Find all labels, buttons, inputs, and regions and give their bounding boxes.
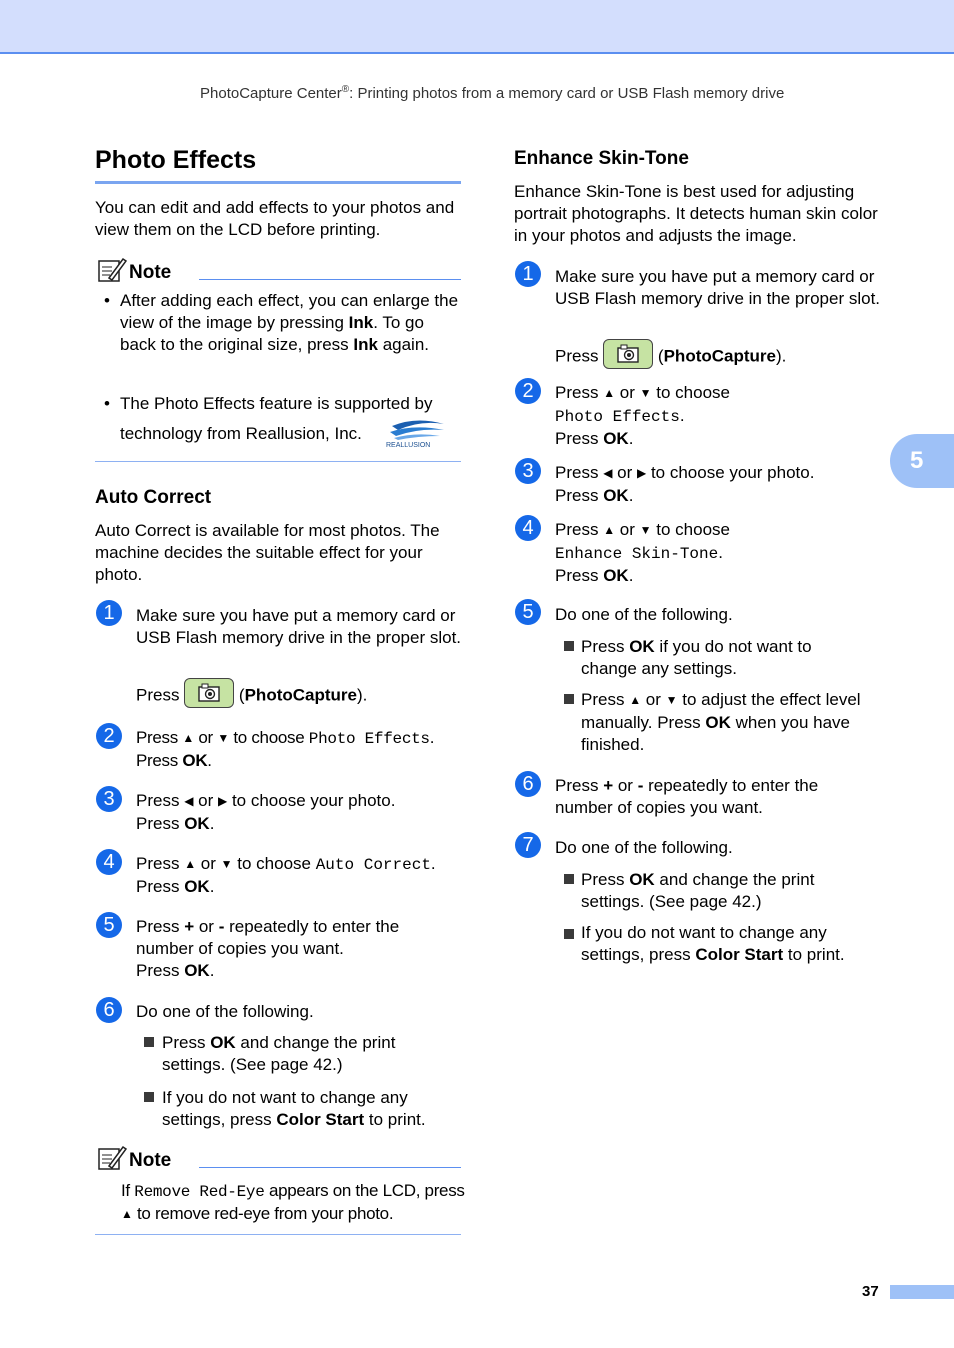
right-arrow-icon: ▶ (217, 794, 228, 808)
step-number: 1 (96, 600, 122, 626)
page-number: 37 (862, 1283, 879, 1300)
option-text: Press ▲ or ▼ to adjust the effect level manually. Press OK when you have finished. (581, 690, 861, 754)
step-number: 5 (515, 599, 541, 625)
step-number: 6 (515, 771, 541, 797)
running-header: PhotoCapture Center®: Printing photos from a memory card or USB Flash memory drive (200, 84, 785, 102)
note-label: Note (129, 262, 172, 283)
note-bullet: • After adding each effect, you can enlarge the view of the image by pressing Ink. To go back to the original size, press Ink again. (104, 291, 459, 354)
step-text: Do one of the following. (555, 838, 733, 857)
step-text: Do one of the following. (136, 1002, 314, 1021)
bullet-square-icon (144, 1037, 154, 1047)
step-number: 6 (96, 997, 122, 1023)
page-number-bar (890, 1285, 954, 1299)
step-number: 2 (515, 378, 541, 404)
step-number: 7 (515, 832, 541, 858)
up-arrow-icon: ▲ (603, 386, 616, 400)
step-text: Press ◀ or ▶ to choose your photo. Press OK. (555, 463, 815, 505)
intro-text: You can edit and add effects to your photos and view them on the LCD before printing. (95, 198, 455, 239)
svg-text:REALLUSION: REALLUSION (386, 442, 431, 448)
note-pencil-icon (97, 1144, 127, 1172)
note-header (97, 1144, 171, 1172)
option-text: If you do not want to change any settings, press Color Start to print. (581, 923, 845, 964)
step-number: 5 (96, 912, 122, 938)
step-text: Press ▲ or ▼ to choose Auto Correct. Press OK. (136, 854, 436, 896)
up-arrow-icon: ▲ (121, 1207, 133, 1221)
reallusion-logo (386, 418, 450, 454)
skin-intro: Enhance Skin-Tone is best used for adjusting portrait photographs. It detects human skin color in your photos and adjusts the image. (514, 182, 878, 245)
option-text: Press OK and change the print settings. (See page 42.) (162, 1033, 396, 1074)
step-text: Press ▲ or ▼ to choose Photo Effects. Press OK. (136, 728, 435, 770)
chapter-tab: 5 (890, 434, 954, 488)
step-text: Press ▲ or ▼ to choose Photo Effects. Press OK. (555, 383, 730, 448)
photocapture-button[interactable] (184, 678, 234, 708)
step-press-line: Press (PhotoCapture). (136, 681, 466, 711)
option-text: Press OK if you do not want to change any settings. (581, 637, 812, 678)
note-label: Note (129, 1150, 172, 1171)
title-rule (95, 181, 461, 184)
note-end-rule (95, 1234, 461, 1235)
up-arrow-icon: ▲ (184, 857, 197, 871)
down-arrow-icon: ▼ (639, 386, 652, 400)
down-arrow-icon: ▼ (639, 523, 652, 537)
note-rule (199, 1167, 461, 1168)
bullet-square-icon (564, 694, 574, 704)
step-text: Press ◀ or ▶ to choose your photo. Press OK. (136, 791, 396, 833)
subsection-title: Auto Correct (95, 487, 212, 508)
down-arrow-icon: ▼ (220, 857, 233, 871)
step-text: Press + or - repeatedly to enter the number of copies you want. (555, 776, 819, 817)
auto-intro: Auto Correct is available for most photos. The machine decides the suitable effect for your photo. (95, 521, 440, 584)
note-rule (199, 279, 461, 280)
camera-icon (198, 682, 220, 702)
top-banner (0, 0, 954, 54)
option-text: If you do not want to change any settings, press Color Start to print. (162, 1088, 426, 1129)
note-header (97, 256, 171, 284)
step-number: 1 (515, 261, 541, 287)
up-arrow-icon: ▲ (629, 693, 642, 707)
step-text: Make sure you have put a memory card or USB Flash memory drive in the proper slot. (555, 267, 881, 308)
up-arrow-icon: ▲ (182, 731, 194, 745)
step-number: 2 (96, 723, 122, 749)
step-number: 3 (96, 786, 122, 812)
step-text: Press + or - repeatedly to enter the number of copies you want. Press OK. (136, 917, 400, 980)
up-arrow-icon: ▲ (603, 523, 616, 537)
step-text: Do one of the following. (555, 605, 733, 624)
note-bullet: • The Photo Effects feature is supported by technology from Reallusion, Inc. (104, 394, 433, 443)
bullet-square-icon (144, 1092, 154, 1102)
down-arrow-icon: ▼ (665, 693, 678, 707)
left-arrow-icon: ◀ (603, 466, 613, 480)
camera-icon (617, 343, 639, 363)
step-text: Press ▲ or ▼ to choose Enhance Skin-Tone. Press OK. (555, 520, 730, 585)
step-number: 4 (515, 515, 541, 541)
note-text: If Remove Red-Eye appears on the LCD, press ▲ to remove red-eye from your photo. (121, 1181, 465, 1223)
right-arrow-icon: ▶ (636, 466, 647, 480)
step-text: Make sure you have put a memory card or USB Flash memory drive in the proper slot. (136, 606, 462, 647)
bullet-square-icon (564, 929, 574, 939)
option-text: Press OK and change the print settings. (See page 42.) (581, 870, 815, 911)
photocapture-button[interactable] (603, 339, 653, 369)
step-number: 4 (96, 849, 122, 875)
step-press-line: Press (PhotoCapture). (555, 342, 885, 372)
bullet-square-icon (564, 641, 574, 651)
left-arrow-icon: ◀ (184, 794, 194, 808)
note-end-rule (95, 461, 461, 462)
note-pencil-icon (97, 256, 127, 284)
down-arrow-icon: ▼ (217, 731, 229, 745)
step-number: 3 (515, 458, 541, 484)
section-title: Photo Effects (95, 146, 257, 174)
subsection-title: Enhance Skin-Tone (514, 148, 689, 169)
bullet-square-icon (564, 874, 574, 884)
